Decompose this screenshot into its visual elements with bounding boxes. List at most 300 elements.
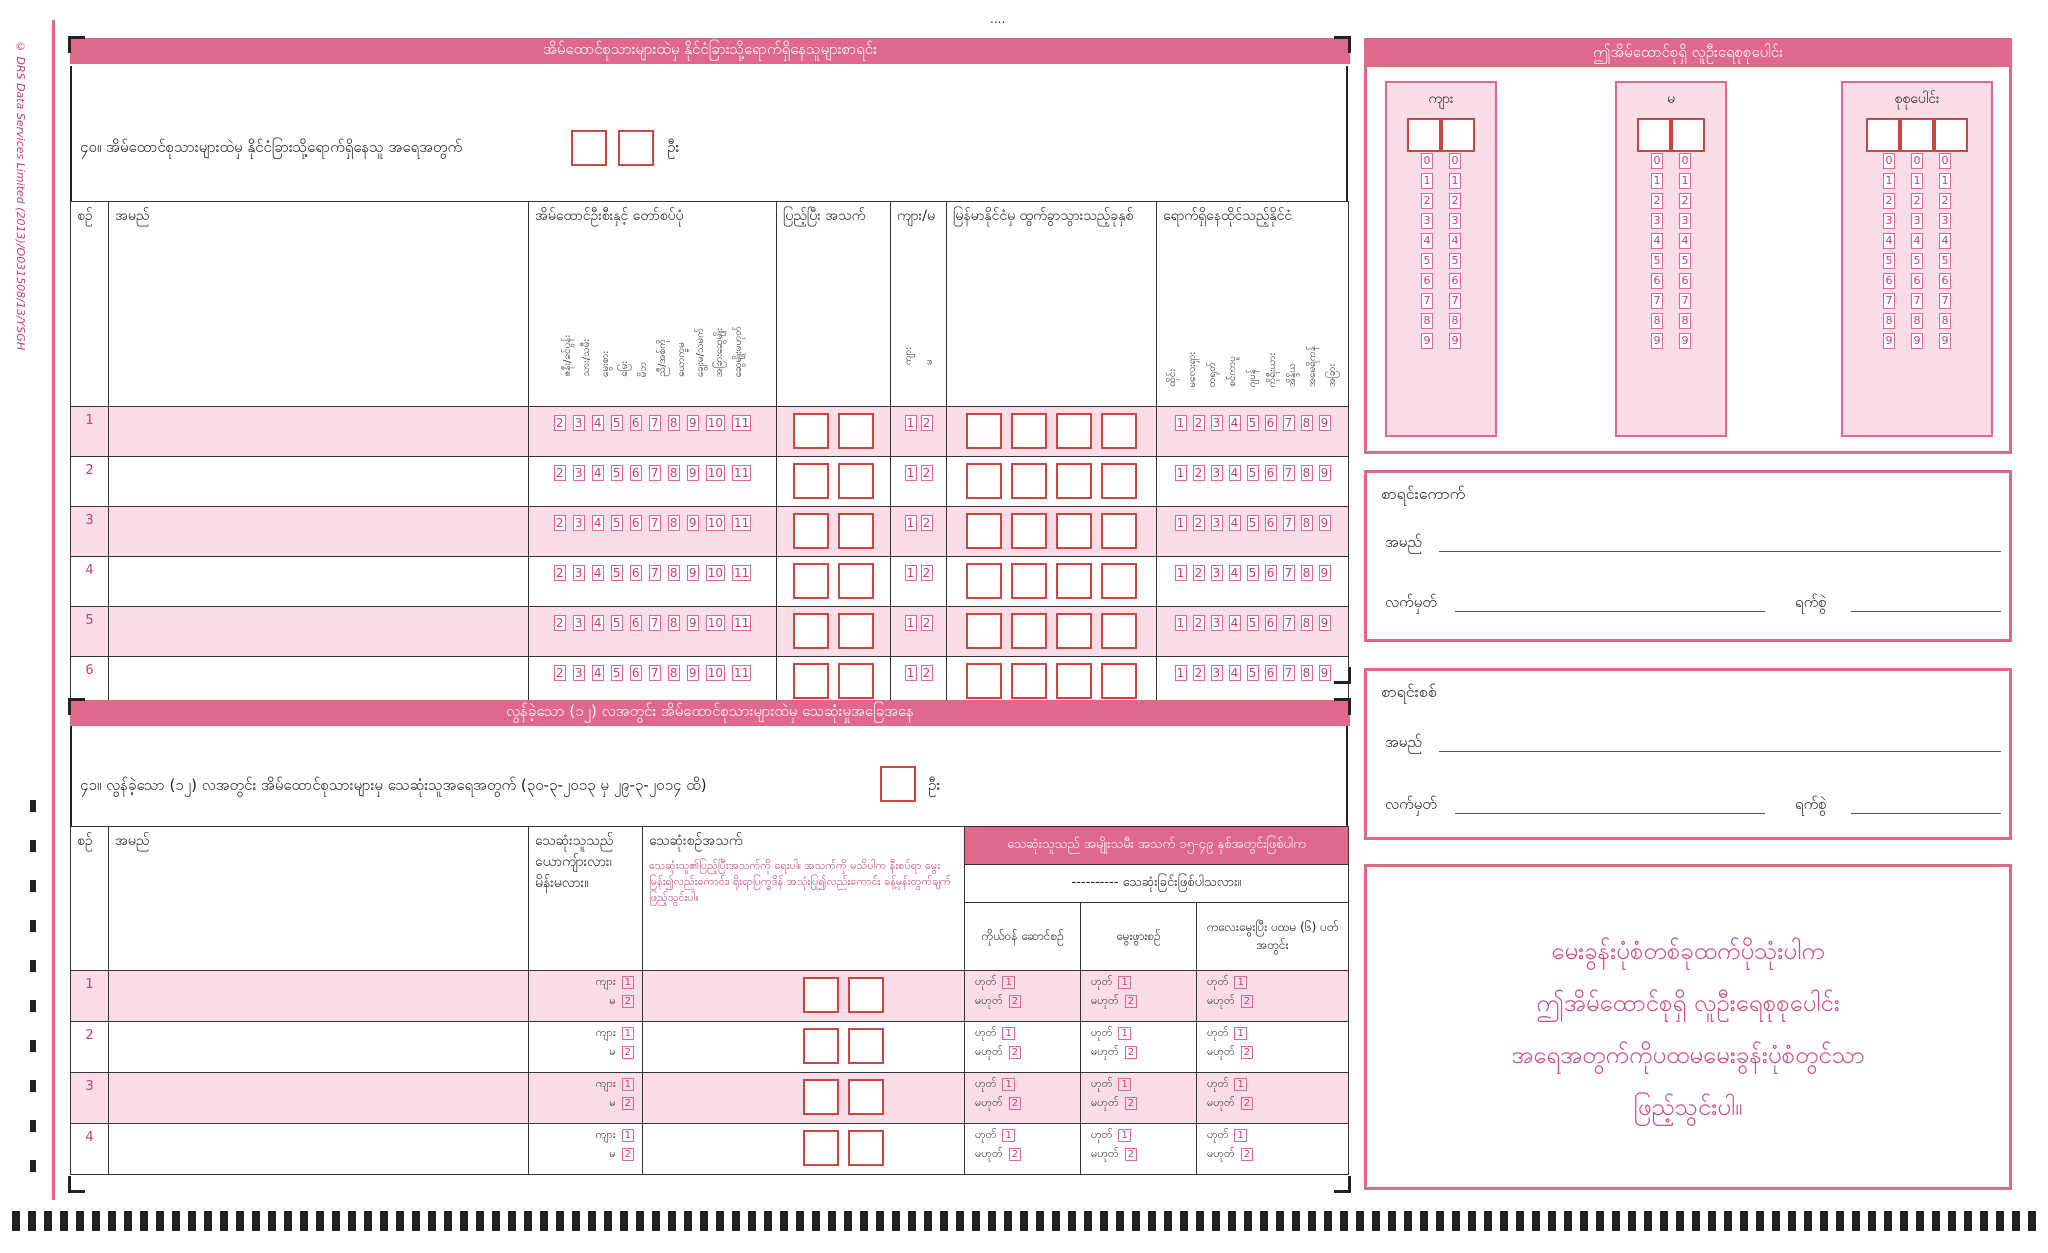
digit-option[interactable]: 9 — [687, 615, 699, 631]
digit-option[interactable]: 0 — [1939, 153, 1951, 169]
count-box[interactable] — [1866, 118, 1900, 152]
age-box[interactable] — [793, 513, 829, 549]
digit-option[interactable]: 5 — [1911, 253, 1923, 269]
age-box[interactable] — [848, 1079, 884, 1115]
digit-option[interactable]: 3 — [1939, 213, 1951, 229]
digit-option[interactable]: 9 — [1939, 333, 1951, 349]
no-option[interactable]: 2 — [1241, 995, 1253, 1008]
digit-option[interactable]: 7 — [1283, 665, 1295, 681]
digit-option[interactable]: 8 — [1883, 313, 1895, 329]
digit-option[interactable]: 5 — [611, 465, 623, 481]
digit-option[interactable]: 2 — [921, 665, 933, 681]
digit-option[interactable]: 5 — [1247, 615, 1259, 631]
digit-option[interactable]: 5 — [1421, 253, 1433, 269]
female-option[interactable]: 2 — [622, 1046, 634, 1059]
year-box[interactable] — [1056, 513, 1092, 549]
digit-option[interactable]: 7 — [649, 615, 661, 631]
digit-option[interactable]: 1 — [905, 415, 917, 431]
digit-option[interactable]: 6 — [630, 665, 642, 681]
digit-option[interactable]: 9 — [1651, 333, 1663, 349]
year-box[interactable] — [966, 663, 1002, 699]
digit-option[interactable]: 7 — [1283, 565, 1295, 581]
digit-option[interactable]: 1 — [1679, 173, 1691, 189]
digit-option[interactable]: 2 — [1449, 193, 1461, 209]
digit-option[interactable]: 5 — [1679, 253, 1691, 269]
yes-option[interactable]: 1 — [1234, 1027, 1246, 1040]
yes-option[interactable]: 1 — [1234, 1129, 1246, 1142]
digit-option[interactable]: 5 — [1883, 253, 1895, 269]
age-label: သေဆုံးစဥ်အသက် — [649, 833, 743, 849]
digit-option[interactable]: 11 — [734, 566, 750, 580]
age-box[interactable] — [848, 1028, 884, 1064]
yes-option[interactable]: 1 — [1002, 1078, 1014, 1091]
year-box[interactable] — [1011, 413, 1047, 449]
digit-option[interactable]: 9 — [1319, 615, 1331, 631]
year-box[interactable] — [1056, 463, 1092, 499]
digit-option[interactable]: 5 — [611, 665, 623, 681]
age-box[interactable] — [838, 413, 874, 449]
digit-option[interactable]: 3 — [1449, 213, 1461, 229]
count-box[interactable] — [1407, 118, 1441, 152]
count-box[interactable] — [1900, 118, 1934, 152]
digit-option[interactable]: 6 — [1265, 515, 1277, 531]
digit-option[interactable]: 8 — [1301, 415, 1313, 431]
digit-option[interactable]: 4 — [1229, 515, 1241, 531]
year-box[interactable] — [1101, 663, 1137, 699]
digit-option[interactable]: 4 — [592, 565, 604, 581]
digit-option[interactable]: 9 — [1883, 333, 1895, 349]
digit-option[interactable]: 2 — [1193, 415, 1205, 431]
age-box[interactable] — [803, 977, 839, 1013]
digit-option[interactable]: 4 — [1679, 233, 1691, 249]
yes-option[interactable]: 1 — [1118, 1078, 1130, 1091]
digit-option[interactable]: 5 — [1247, 465, 1259, 481]
year-box[interactable] — [1101, 413, 1137, 449]
digit-option[interactable]: 11 — [734, 666, 750, 680]
digit-option[interactable]: 4 — [1229, 565, 1241, 581]
digit-option[interactable]: 1 — [1939, 173, 1951, 189]
digit-option[interactable]: 7 — [1283, 615, 1295, 631]
digit-option[interactable]: 8 — [1679, 313, 1691, 329]
digit-option[interactable]: 10 — [707, 416, 723, 430]
digit-option[interactable]: 1 — [1175, 515, 1187, 531]
male-count-label: ကျား — [1428, 91, 1454, 107]
year-box[interactable] — [1011, 663, 1047, 699]
name-field[interactable] — [109, 657, 529, 707]
digit-option[interactable]: 2 — [1883, 193, 1895, 209]
digit-option[interactable]: 10 — [707, 666, 723, 680]
digit-option[interactable]: 8 — [668, 515, 680, 531]
digit-option[interactable]: 11 — [734, 466, 750, 480]
digit-option[interactable]: 4 — [1421, 233, 1433, 249]
digit-option[interactable]: 9 — [687, 415, 699, 431]
digit-option[interactable]: 8 — [668, 665, 680, 681]
year-box[interactable] — [1101, 613, 1137, 649]
no-option[interactable]: 2 — [1009, 1148, 1021, 1161]
year-box[interactable] — [966, 413, 1002, 449]
digit-option[interactable]: 5 — [1247, 415, 1259, 431]
digit-option[interactable]: 2 — [1911, 193, 1923, 209]
age-box[interactable] — [838, 513, 874, 549]
digit-option[interactable]: 6 — [1651, 273, 1663, 289]
male-option[interactable]: 1 — [622, 1129, 634, 1142]
digit-option[interactable]: 9 — [687, 465, 699, 481]
yes-option[interactable]: 1 — [1002, 1129, 1014, 1142]
digit-option[interactable]: 7 — [1651, 293, 1663, 309]
digit-option[interactable]: 3 — [1211, 565, 1223, 581]
digit-option[interactable]: 8 — [1301, 515, 1313, 531]
digit-option[interactable]: 0 — [1911, 153, 1923, 169]
age-box[interactable] — [803, 1079, 839, 1115]
digit-option[interactable]: 8 — [668, 415, 680, 431]
digit-option[interactable]: 2 — [1193, 465, 1205, 481]
name-field[interactable] — [109, 607, 529, 657]
no-option[interactable]: 2 — [1125, 1046, 1137, 1059]
q40-box-2[interactable] — [618, 130, 654, 166]
digit-option[interactable]: 2 — [1193, 515, 1205, 531]
age-box[interactable] — [793, 413, 829, 449]
digit-option[interactable]: 8 — [1301, 615, 1313, 631]
digit-option[interactable]: 0 — [1679, 153, 1691, 169]
digit-option[interactable]: 9 — [1319, 465, 1331, 481]
year-box[interactable] — [1011, 563, 1047, 599]
year-box[interactable] — [1101, 513, 1137, 549]
no-option[interactable]: 2 — [1241, 1148, 1253, 1161]
digit-option[interactable]: 2 — [554, 665, 566, 681]
digit-option[interactable]: 2 — [921, 415, 933, 431]
digit-option[interactable]: 6 — [630, 565, 642, 581]
digit-option[interactable]: 2 — [554, 565, 566, 581]
digit-option[interactable]: 11 — [734, 516, 750, 530]
digit-option[interactable]: 5 — [611, 415, 623, 431]
digit-option[interactable]: 7 — [649, 565, 661, 581]
digit-option[interactable]: 4 — [1651, 233, 1663, 249]
digit-option[interactable]: 8 — [1301, 565, 1313, 581]
digit-option[interactable]: 6 — [1265, 415, 1277, 431]
digit-option[interactable]: 1 — [1175, 665, 1187, 681]
no-option[interactable]: 2 — [1241, 1046, 1253, 1059]
digit-option[interactable]: 2 — [1193, 565, 1205, 581]
digit-option[interactable]: 7 — [1679, 293, 1691, 309]
digit-option[interactable]: 2 — [554, 465, 566, 481]
digit-option[interactable]: 6 — [630, 465, 642, 481]
digit-option[interactable]: 5 — [611, 615, 623, 631]
enumerator-name-field[interactable] — [1439, 551, 2001, 552]
age-box[interactable] — [793, 463, 829, 499]
digit-option[interactable]: 4 — [1939, 233, 1951, 249]
digit-option[interactable]: 11 — [734, 616, 750, 630]
digit-option[interactable]: 9 — [1449, 333, 1461, 349]
male-option[interactable]: 1 — [622, 1027, 634, 1040]
supervisor-date-field[interactable] — [1851, 813, 2001, 814]
count-box[interactable] — [1934, 118, 1968, 152]
name-field[interactable] — [109, 557, 529, 607]
count-box[interactable] — [1441, 118, 1475, 152]
digit-option[interactable]: 2 — [1939, 193, 1951, 209]
digit-option[interactable]: 5 — [611, 515, 623, 531]
year-box[interactable] — [1011, 513, 1047, 549]
digit-option[interactable]: 2 — [554, 515, 566, 531]
digit-option[interactable]: 11 — [734, 416, 750, 430]
digit-option[interactable]: 4 — [592, 465, 604, 481]
name-field[interactable] — [109, 1073, 529, 1124]
year-box[interactable] — [1056, 413, 1092, 449]
age-box[interactable] — [803, 1028, 839, 1064]
digit-option[interactable]: 1 — [1175, 465, 1187, 481]
digit-option[interactable]: 1 — [1883, 173, 1895, 189]
q41-box[interactable] — [880, 766, 916, 802]
digit-option[interactable]: 4 — [1229, 415, 1241, 431]
digit-option[interactable]: 2 — [554, 415, 566, 431]
digit-option[interactable]: 0 — [1651, 153, 1663, 169]
digit-option[interactable]: 7 — [649, 665, 661, 681]
digit-option[interactable]: 8 — [668, 465, 680, 481]
digit-option[interactable]: 5 — [611, 565, 623, 581]
year-box[interactable] — [1011, 613, 1047, 649]
q40-box-1[interactable] — [571, 130, 607, 166]
year-box[interactable] — [1056, 563, 1092, 599]
year-box[interactable] — [966, 463, 1002, 499]
digit-option[interactable]: 1 — [1175, 415, 1187, 431]
digit-option[interactable]: 6 — [1939, 273, 1951, 289]
digit-option[interactable]: 8 — [1449, 313, 1461, 329]
digit-option[interactable]: 2 — [921, 515, 933, 531]
digit-option[interactable]: 2 — [1421, 193, 1433, 209]
digit-option[interactable]: 0 — [1883, 153, 1895, 169]
digit-option[interactable]: 3 — [1911, 213, 1923, 229]
digit-option[interactable]: 7 — [1449, 293, 1461, 309]
digit-option[interactable]: 7 — [649, 415, 661, 431]
digit-option[interactable]: 4 — [592, 415, 604, 431]
name-field[interactable] — [109, 1124, 529, 1175]
digit-option[interactable]: 6 — [1449, 273, 1461, 289]
count-box[interactable] — [1671, 118, 1705, 152]
digit-option[interactable]: 8 — [668, 565, 680, 581]
digit-option[interactable]: 4 — [1883, 233, 1895, 249]
digit-option[interactable]: 1 — [1651, 173, 1663, 189]
digit-option[interactable]: 8 — [1301, 665, 1313, 681]
female-option[interactable]: 2 — [622, 995, 634, 1008]
digit-option[interactable]: 1 — [905, 565, 917, 581]
male-option[interactable]: 1 — [622, 1078, 634, 1091]
digit-option[interactable]: 6 — [1265, 615, 1277, 631]
female-option[interactable]: 2 — [622, 1148, 634, 1161]
digit-option[interactable]: 1 — [1175, 565, 1187, 581]
digit-option[interactable]: 9 — [1421, 333, 1433, 349]
digit-option[interactable]: 3 — [1211, 615, 1223, 631]
digit-option[interactable]: 3 — [573, 665, 585, 681]
digit-option[interactable]: 0 — [1449, 153, 1461, 169]
digit-option[interactable]: 1 — [1449, 173, 1461, 189]
digit-option[interactable]: 2 — [921, 465, 933, 481]
yes-option[interactable]: 1 — [1118, 1027, 1130, 1040]
digit-option[interactable]: 10 — [707, 616, 723, 630]
no-option[interactable]: 2 — [1125, 995, 1137, 1008]
digit-option[interactable]: 9 — [1319, 665, 1331, 681]
digit-option[interactable]: 2 — [921, 565, 933, 581]
age-box[interactable] — [793, 663, 829, 699]
digit-option[interactable]: 10 — [707, 566, 723, 580]
digit-option[interactable]: 6 — [630, 415, 642, 431]
digit-option[interactable]: 3 — [1211, 465, 1223, 481]
age-box[interactable] — [838, 563, 874, 599]
digit-option[interactable]: 1 — [905, 665, 917, 681]
digit-option[interactable]: 9 — [687, 565, 699, 581]
digit-option[interactable]: 2 — [1651, 193, 1663, 209]
digit-option[interactable]: 5 — [1247, 665, 1259, 681]
yes-option[interactable]: 1 — [1234, 1078, 1246, 1091]
digit-option[interactable]: 2 — [1193, 615, 1205, 631]
digit-option[interactable]: 7 — [1283, 415, 1295, 431]
no-option[interactable]: 2 — [1009, 1046, 1021, 1059]
digit-option[interactable]: 8 — [668, 615, 680, 631]
digit-option[interactable]: 6 — [1883, 273, 1895, 289]
digit-option[interactable]: 6 — [1265, 465, 1277, 481]
year-box[interactable] — [1101, 463, 1137, 499]
digit-option[interactable]: 5 — [1449, 253, 1461, 269]
year-box[interactable] — [966, 613, 1002, 649]
digit-option[interactable]: 7 — [1911, 293, 1923, 309]
digit-option[interactable]: 2 — [1679, 193, 1691, 209]
digit-option[interactable]: 9 — [687, 515, 699, 531]
digit-option[interactable]: 4 — [592, 515, 604, 531]
digit-option[interactable]: 10 — [707, 466, 723, 480]
enumerator-date-field[interactable] — [1851, 611, 2001, 612]
digit-option[interactable]: 3 — [1679, 213, 1691, 229]
name-field[interactable] — [109, 407, 529, 457]
yes-option[interactable]: 1 — [1118, 976, 1130, 989]
no-option[interactable]: 2 — [1125, 1148, 1137, 1161]
digit-option[interactable]: 6 — [1421, 273, 1433, 289]
digit-option[interactable]: 3 — [1883, 213, 1895, 229]
digit-option[interactable]: 6 — [1679, 273, 1691, 289]
digit-option[interactable]: 1 — [1421, 173, 1433, 189]
age-box[interactable] — [838, 613, 874, 649]
no-option[interactable]: 2 — [1009, 1097, 1021, 1110]
digit-option[interactable]: 9 — [687, 665, 699, 681]
digit-option[interactable]: 3 — [573, 565, 585, 581]
digit-option[interactable]: 7 — [1883, 293, 1895, 309]
age-box[interactable] — [848, 1130, 884, 1166]
name-field[interactable] — [109, 1022, 529, 1073]
digit-option[interactable]: 5 — [1247, 565, 1259, 581]
digit-option[interactable]: 7 — [1421, 293, 1433, 309]
digit-option[interactable]: 7 — [649, 465, 661, 481]
digit-option[interactable]: 4 — [1911, 233, 1923, 249]
digit-option[interactable]: 5 — [1651, 253, 1663, 269]
digit-option[interactable]: 1 — [905, 515, 917, 531]
digit-option[interactable]: 6 — [1911, 273, 1923, 289]
digit-option[interactable]: 3 — [1211, 665, 1223, 681]
digit-option[interactable]: 8 — [1911, 313, 1923, 329]
digit-option[interactable]: 3 — [1421, 213, 1433, 229]
name-field[interactable] — [109, 971, 529, 1022]
digit-option[interactable]: 3 — [1211, 515, 1223, 531]
digit-option[interactable]: 9 — [1319, 515, 1331, 531]
digit-option[interactable]: 3 — [573, 465, 585, 481]
digit-option[interactable]: 6 — [630, 615, 642, 631]
digit-option[interactable]: 4 — [1229, 665, 1241, 681]
digit-option[interactable]: 4 — [1229, 615, 1241, 631]
digit-option[interactable]: 4 — [1229, 465, 1241, 481]
name-field[interactable] — [109, 457, 529, 507]
year-box[interactable] — [1101, 563, 1137, 599]
digit-option[interactable]: 5 — [1939, 253, 1951, 269]
age-box[interactable] — [793, 563, 829, 599]
digit-option[interactable]: 7 — [1939, 293, 1951, 309]
year-box[interactable] — [966, 563, 1002, 599]
digit-option[interactable]: 3 — [573, 515, 585, 531]
digit-option[interactable]: 7 — [1283, 515, 1295, 531]
digit-option[interactable]: 3 — [1211, 415, 1223, 431]
digit-option[interactable]: 2 — [921, 615, 933, 631]
digit-option[interactable]: 2 — [554, 615, 566, 631]
yes-option[interactable]: 1 — [1234, 976, 1246, 989]
digit-option[interactable]: 8 — [1939, 313, 1951, 329]
female-option[interactable]: 2 — [622, 1097, 634, 1110]
digit-option[interactable]: 8 — [1421, 313, 1433, 329]
digit-option[interactable]: 9 — [1911, 333, 1923, 349]
no-option[interactable]: 2 — [1241, 1097, 1253, 1110]
digit-option[interactable]: 6 — [1265, 565, 1277, 581]
digit-option[interactable]: 3 — [573, 415, 585, 431]
count-box[interactable] — [1637, 118, 1671, 152]
digit-option[interactable]: 1 — [905, 465, 917, 481]
age-box[interactable] — [838, 663, 874, 699]
age-box[interactable] — [803, 1130, 839, 1166]
digit-option[interactable]: 6 — [1265, 665, 1277, 681]
digit-option[interactable]: 4 — [592, 665, 604, 681]
digit-option[interactable]: 2 — [1193, 665, 1205, 681]
age-box[interactable] — [793, 613, 829, 649]
digit-option[interactable]: 3 — [1651, 213, 1663, 229]
male-option[interactable]: 1 — [622, 976, 634, 989]
digit-option[interactable]: 9 — [1319, 415, 1331, 431]
name-field[interactable] — [109, 507, 529, 557]
digit-option[interactable]: 1 — [905, 615, 917, 631]
digit-option[interactable]: 1 — [1175, 615, 1187, 631]
year-box[interactable] — [1056, 613, 1092, 649]
digit-option[interactable]: 7 — [649, 515, 661, 531]
age-box[interactable] — [838, 463, 874, 499]
digit-option[interactable]: 7 — [1283, 465, 1295, 481]
yes-option[interactable]: 1 — [1002, 1027, 1014, 1040]
digit-option[interactable]: 8 — [1301, 465, 1313, 481]
digit-option[interactable]: 10 — [707, 516, 723, 530]
year-box[interactable] — [966, 513, 1002, 549]
digit-option[interactable]: 5 — [1247, 515, 1259, 531]
digit-option[interactable]: 0 — [1421, 153, 1433, 169]
supervisor-name-field[interactable] — [1439, 751, 2001, 752]
digit-option[interactable]: 9 — [1679, 333, 1691, 349]
digit-option[interactable]: 4 — [592, 615, 604, 631]
year-box[interactable] — [1011, 463, 1047, 499]
digit-option[interactable]: 9 — [1319, 565, 1331, 581]
yes-option[interactable]: 1 — [1002, 976, 1014, 989]
age-box[interactable] — [848, 977, 884, 1013]
year-box[interactable] — [1056, 663, 1092, 699]
digit-option[interactable]: 1 — [1911, 173, 1923, 189]
digit-option[interactable]: 3 — [573, 615, 585, 631]
no-option[interactable]: 2 — [1125, 1097, 1137, 1110]
supervisor-signature-field[interactable] — [1455, 813, 1765, 814]
digit-option[interactable]: 4 — [1449, 233, 1461, 249]
no-option[interactable]: 2 — [1009, 995, 1021, 1008]
yes-option[interactable]: 1 — [1118, 1129, 1130, 1142]
enumerator-signature-field[interactable] — [1455, 611, 1765, 612]
digit-option[interactable]: 6 — [630, 515, 642, 531]
digit-option[interactable]: 8 — [1651, 313, 1663, 329]
